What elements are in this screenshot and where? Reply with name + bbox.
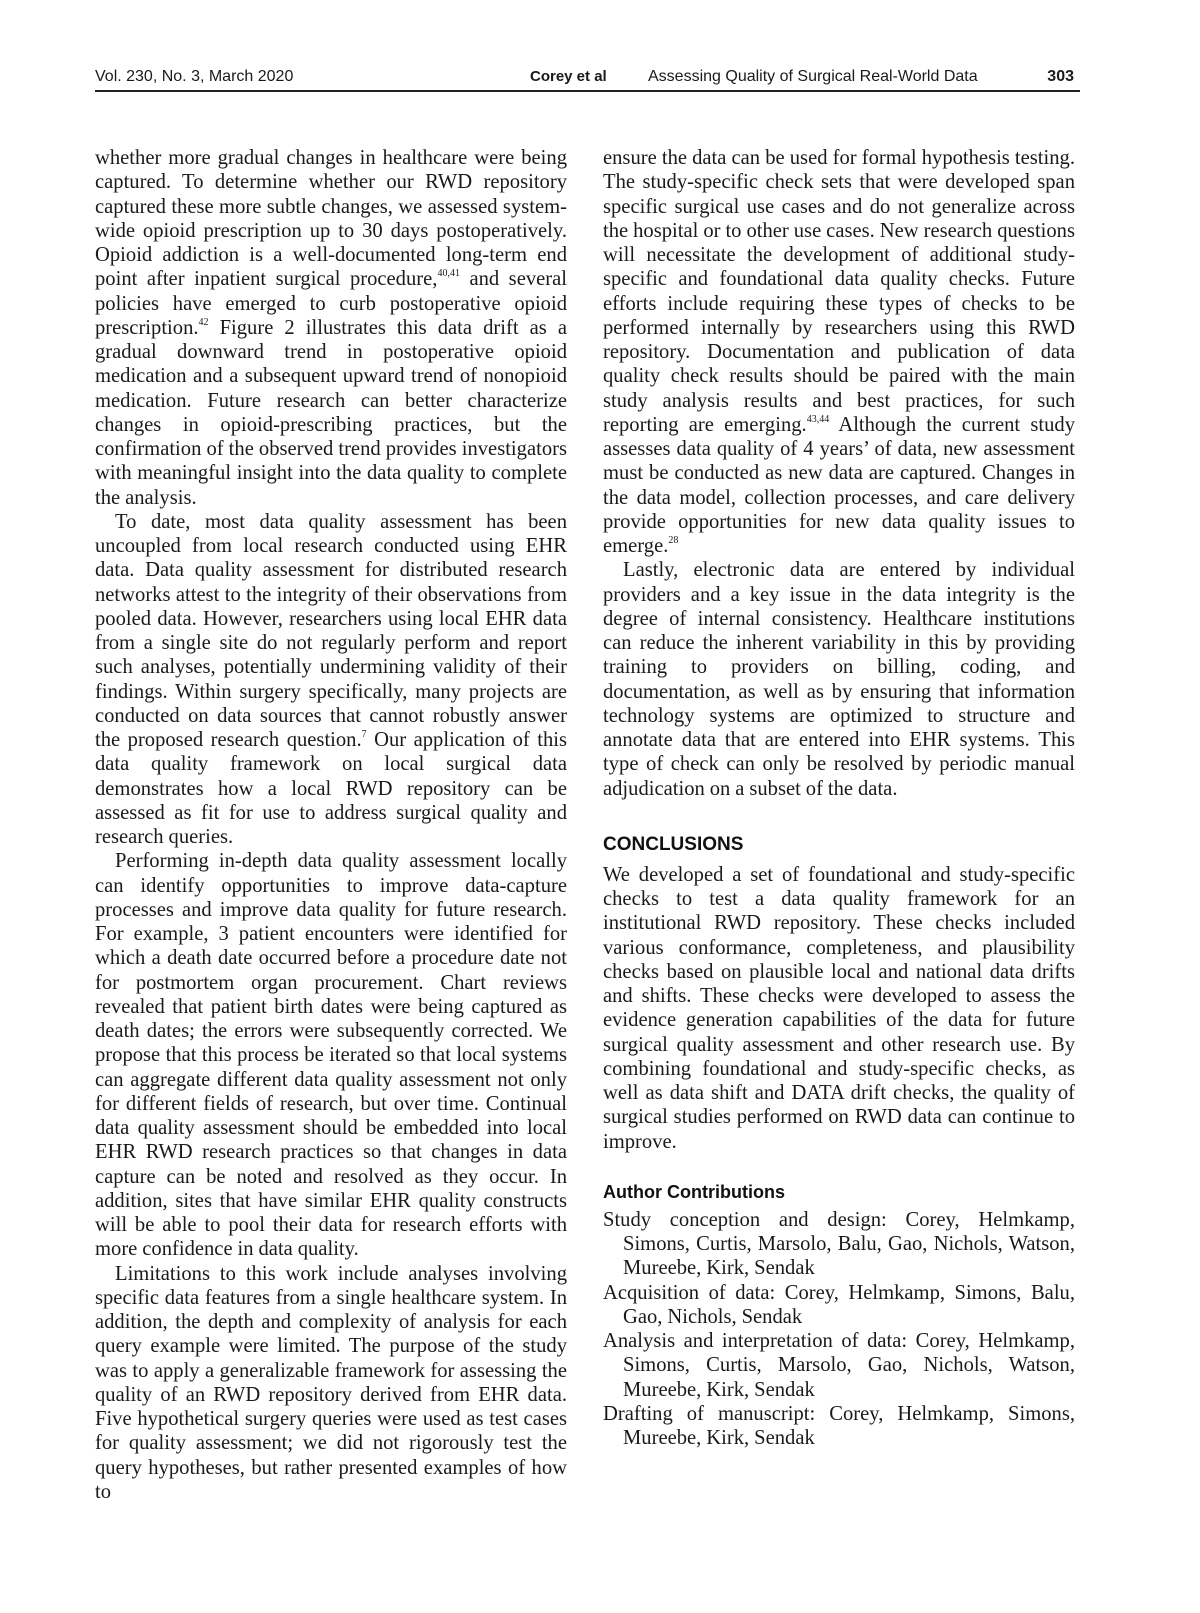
conclusions-paragraph: We developed a set of foundational and study-specific checks to test a data quality framework for an institutional RWD repository. These checks included various conformance, completeness, and plausibility checks based on plausible local and national data drifts and shifts. These checks were developed to assess the evidence generation capabilities of the data for future surgical quality assessment and other research use. By combining foundational and study-specific checks, as well as data shift and DATA drift checks, the quality of surgical studies performed on RWD data can continue to improve.: [603, 863, 1075, 1153]
author-contributions-list: [603, 1208, 1075, 1451]
citation-ref[interactable]: 40,41: [437, 268, 460, 280]
paragraph: Performing in-depth data quality assessment locally can identify opportunities to improve data-capture processes and improve data quality for future research. For example, 3 patient encounters were identified for which a death date occurred before a procedure date not for postmortem organ procurement. Chart reviews revealed that patient birth dates were being captured as death dates; the errors were subsequently corrected. We propose that this process be iterated so that local systems can aggregate different data quality assessment not only for different fields of research, but over time. Continual data quality assessment should be embedded into local EHR RWD research practices so that changes in data capture can be noted and resolved as they occur. In addition, sites that have similar EHR quality constructs will be able to pool their data for research efforts with more confidence in data quality.: [95, 850, 567, 1261]
page-number: 303: [1047, 68, 1074, 85]
running-authors: Corey et al: [530, 68, 607, 85]
right-column: [603, 146, 1075, 1450]
paragraph: whether more gradual changes in healthcare were being captured. To determine whether our RWD repository captured these more subtle changes, we assessed system-wide opioid prescription up to 30 days postoperatively. Opioid addiction is a well-documented long-term end point after inpatient surgical procedure,$^{40,41}$ and several policies have emerged to curb postoperative opioid prescription.$^{42}$ Figure 2 illustrates this data drift as a gradual downward trend in postoperative opioid medication and a subsequent upward trend of nonopioid medication. Future research can better characterize changes in opioid-prescribing practices, but the confirmation of the observed trend provides investigators with meaningful insight into the data quality to complete the analysis.: [95, 147, 567, 509]
running-header: [95, 64, 1080, 92]
contribution-item: Analysis and interpretation of data: Corey, Helmkamp, Simons, Curtis, Marsolo, Gao, Nichols, Watson, Mureebe, Kirk, Sendak: [603, 1330, 1075, 1401]
journal-citation: Vol. 230, No. 3, March 2020: [95, 68, 294, 85]
paragraph: Lastly, electronic data are entered by individual providers and a key issue in the data integrity is the degree of internal consistency. Healthcare institutions can reduce the inherent variability in this by providing training to providers on billing, coding, and documentation, as well as by ensuring that information technology systems are optimized to structure and annotate data that are entered into EHR systems. This type of check can only be resolved by periodic manual adjudication on a subset of the data.: [603, 559, 1075, 800]
left-column: [95, 146, 567, 1504]
citation-ref[interactable]: 43,44: [806, 413, 830, 425]
running-title: Assessing Quality of Surgical Real-World Data: [648, 68, 978, 85]
citation-ref[interactable]: 7: [361, 729, 367, 740]
contribution-item: Drafting of manuscript: Corey, Helmkamp, Simons, Mureebe, Kirk, Sendak: [603, 1402, 1075, 1449]
contribution-item: Acquisition of data: Corey, Helmkamp, Simons, Balu, Gao, Nichols, Sendak: [603, 1281, 1075, 1328]
contribution-item: Study conception and design: Corey, Helmkamp, Simons, Curtis, Marsolo, Balu, Gao, Nichols, Watson, Mureebe, Kirk, Sendak: [603, 1208, 1075, 1280]
citation-ref[interactable]: 42: [198, 316, 209, 328]
paragraph: To date, most data quality assessment has been uncoupled from local research conducted using EHR data. Data quality assessment for distributed research networks attest to the integrity of their observations from pooled data. However, researchers using local EHR data from a single site do not regularly perform and report such analyses, potentially undermining validity of their findings. Within surgery specifically, many projects are conducted on data sources that cannot robustly answer the proposed research question.$^7$ Our application of this data quality framework on local surgical data demonstrates how a local RWD repository can be assessed as fit for use to address surgical quality and research queries.: [95, 510, 567, 848]
citation-ref[interactable]: 28: [668, 535, 679, 546]
conclusions-heading: CONCLUSIONS: [603, 833, 744, 855]
paragraph: Limitations to this work include analyses involving specific data features from a single healthcare system. In addition, the depth and complexity of analysis for each query example were limited. The purpose of the study was to apply a generalizable framework for assessing the quality of an RWD repository derived from EHR data. Five hypothetical surgery queries were used as test cases for quality assessment; we did not rigorously test the query hypotheses, but rather presented examples of how to: [95, 1262, 567, 1503]
author-contributions-heading: Author Contributions: [603, 1181, 785, 1202]
paragraph: ensure the data can be used for formal hypothesis testing. The study-specific check sets that were developed span specific surgical use cases and do not generalize across the hospital or to other use cases. New research questions will necessitate the development of additional study-specific and foundational data quality checks. Future efforts include requiring these types of checks to be performed internally by researchers using this RWD repository. Documentation and publication of data quality check results should be paired with the main study analysis results and best practices, for such reporting are emerging.$^{43,44}$ Although the current study assesses data quality of 4 years’ of data, new assessment must be conducted as new data are captured. Changes in the data model, collection processes, and care delivery provide opportunities for new data quality issues to emerge.$^{28}$: [603, 147, 1075, 557]
